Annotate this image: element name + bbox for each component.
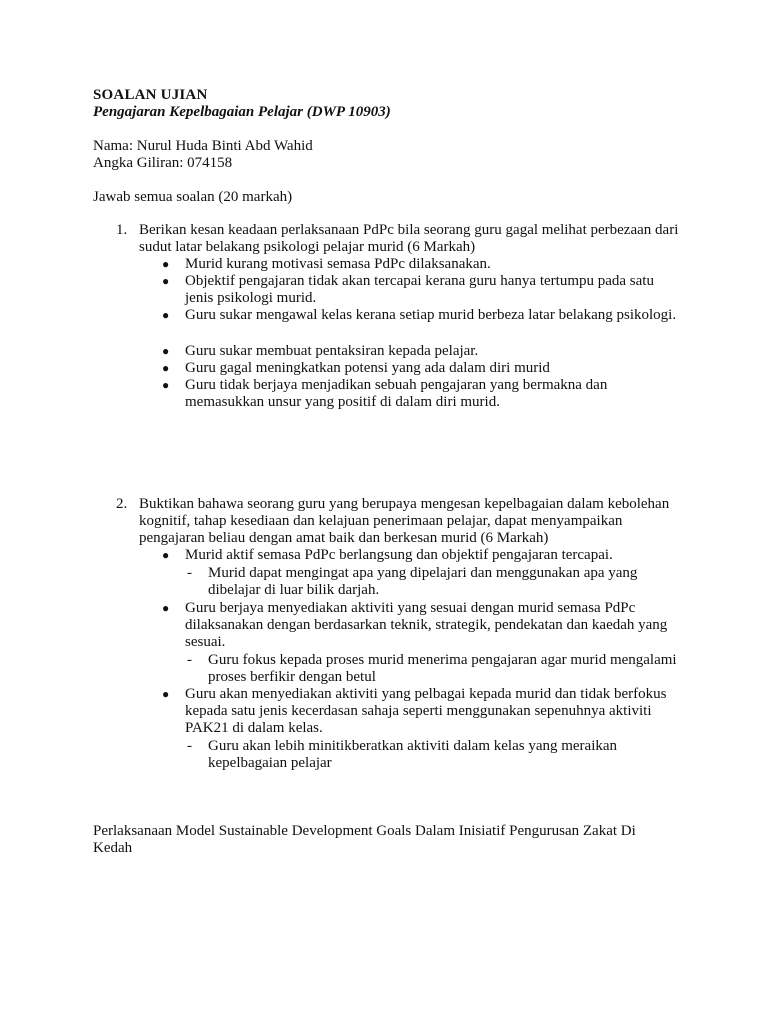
question-text: Buktikan bahawa seorang guru yang berupaya mengesan kepelbagaian dalam kebolehan kognitif, tahap kesediaan dan kelajuan penerimaan pelajar, dapat menyampaikan pengajaran beliau dengan amat baik dan berkesan murid (6 Markah) — [139, 496, 670, 546]
answer-item: Murid kurang motivasi semasa PdPc dilaksanakan. — [185, 256, 491, 272]
question-number: 2. — [116, 496, 128, 512]
answer-subitem: Guru akan lebih minitikberatkan aktiviti dalam kelas yang meraikan kepelbagaian pelajar — [208, 738, 618, 771]
bullet-icon: ● — [162, 274, 170, 288]
dash-icon: - — [187, 565, 192, 581]
bullet-icon: ● — [162, 687, 170, 701]
answer-item: Guru sukar mengawal kelas kerana setiap murid berbeza latar belakang psikologi. — [185, 307, 677, 323]
question-number: 1. — [116, 222, 128, 238]
answer-subitem: Guru fokus kepada proses murid menerima pengajaran agar murid mengalami proses berfikir dengan betul — [208, 652, 677, 685]
document-title: SOALAN UJIAN — [93, 87, 208, 103]
dash-icon: - — [187, 652, 192, 668]
instruction: Jawab semua soalan (20 markah) — [93, 189, 293, 205]
bullet-icon: ● — [162, 361, 170, 375]
student-id: Angka Giliran: 074158 — [93, 155, 233, 171]
answer-item: Guru sukar membuat pentaksiran kepada pelajar. — [185, 343, 479, 359]
bullet-icon: ● — [162, 548, 170, 562]
answer-item: Objektif pengajaran tidak akan tercapai kerana guru hanya tertumpu pada satu jenis psikologi murid. — [185, 273, 654, 306]
document-subtitle: Pengajaran Kepelbagaian Pelajar (DWP 10903) — [93, 104, 391, 120]
dash-icon: - — [187, 738, 192, 754]
question-text: Berikan kesan keadaan perlaksanaan PdPc bila seorang guru gagal melihat perbezaan dari sudut latar belakang psikologi pelajar murid (6 Markah) — [139, 222, 679, 255]
answer-item: Guru gagal meningkatkan potensi yang ada dalam diri murid — [185, 360, 550, 376]
bullet-icon: ● — [162, 257, 170, 271]
bullet-icon: ● — [162, 308, 170, 322]
answer-item: Guru akan menyediakan aktiviti yang pelbagai kepada murid dan tidak berfokus kepada satu jenis kecerdasan sahaja seperti menggunakan sepenuhnya aktiviti PAK21 di dalam kelas. — [185, 686, 667, 736]
answer-item: Guru berjaya menyediakan aktiviti yang sesuai dengan murid semasa PdPc dilaksanakan dengan berdasarkan teknik, strategik, pendekatan dan kaedah yang sesuai. — [185, 600, 668, 650]
bullet-icon: ● — [162, 344, 170, 358]
bullet-icon: ● — [162, 378, 170, 392]
answer-item: Guru tidak berjaya menjadikan sebuah pengajaran yang bermakna dan memasukkan unsur yang positif di dalam diri murid. — [185, 377, 608, 410]
answer-subitem: Murid dapat mengingat apa yang dipelajari dan menggunakan apa yang dibelajar di luar bilik darjah. — [208, 565, 638, 598]
footer-text: Perlaksanaan Model Sustainable Development Goals Dalam Inisiatif Pengurusan Zakat Di Kedah — [93, 823, 636, 856]
bullet-icon: ● — [162, 601, 170, 615]
student-name: Nama: Nurul Huda Binti Abd Wahid — [93, 138, 313, 154]
answer-item: Murid aktif semasa PdPc berlangsung dan objektif pengajaran tercapai. — [185, 547, 613, 563]
